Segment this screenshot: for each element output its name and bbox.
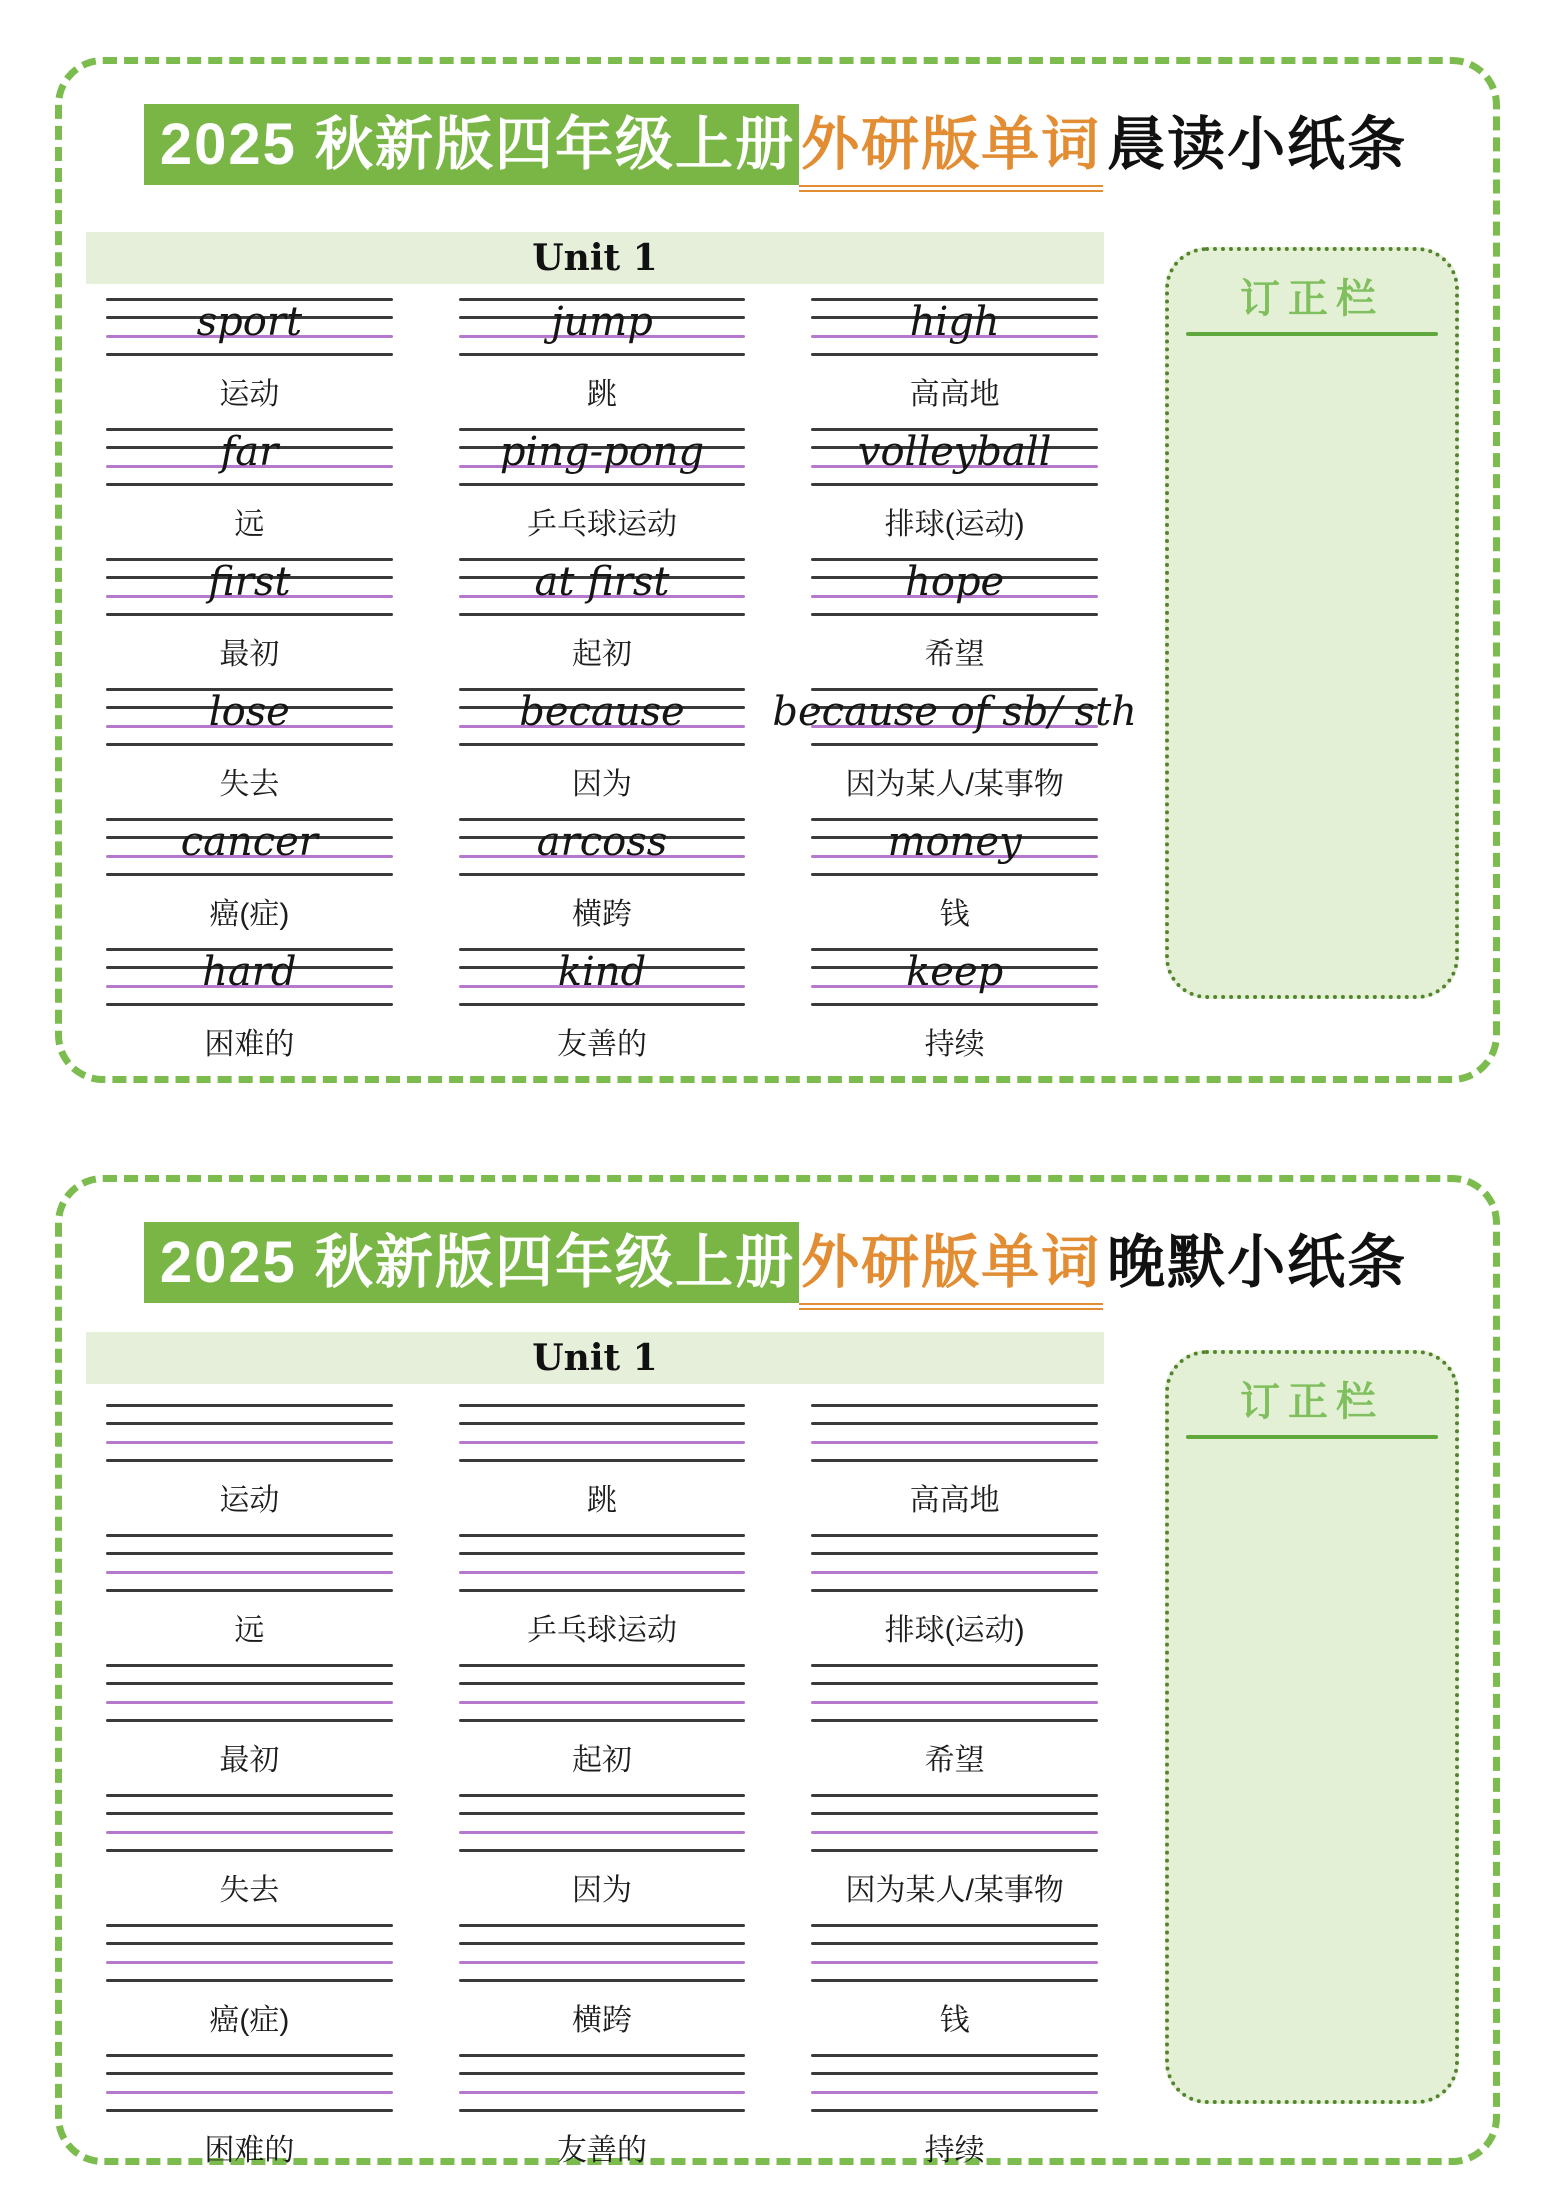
meaning-text: 跳 — [586, 378, 617, 411]
correction-label: 订正栏 — [1240, 1380, 1384, 1424]
title-press-edition: 外研版单词 — [799, 1222, 1103, 1310]
vocab-cell — [106, 298, 393, 428]
vocab-cell — [459, 688, 746, 818]
handwriting-guide — [459, 1794, 746, 1851]
vocab-cell — [459, 428, 746, 558]
meaning-text: 钱 — [939, 2004, 970, 2037]
guide-line — [106, 873, 393, 876]
title-highlight: 2025 秋新版四年级上册 — [144, 104, 799, 185]
handwriting-guide — [459, 948, 746, 1005]
word-text: lose — [208, 689, 290, 735]
guide-line — [811, 613, 1098, 616]
word-text — [106, 1648, 393, 1708]
meaning-text: 远 — [234, 1614, 265, 1647]
meaning-text: 困难的 — [204, 2134, 295, 2167]
guide-line — [811, 483, 1098, 486]
vocab-cell — [106, 688, 393, 818]
meaning-text: 横跨 — [571, 898, 632, 931]
word-text: kind — [557, 949, 647, 995]
meaning-text: 起初 — [571, 1744, 632, 1777]
vocab-cell — [811, 2054, 1098, 2184]
handwriting-guide — [811, 818, 1098, 875]
vocab-cell — [459, 948, 746, 1078]
guide-line — [459, 1459, 746, 1462]
handwriting-guide — [459, 1664, 746, 1721]
meaning-text: 起初 — [571, 638, 632, 671]
guide-line — [811, 1849, 1098, 1852]
word-text — [106, 2038, 393, 2098]
vocab-cell — [459, 1534, 746, 1664]
handwriting-guide — [811, 428, 1098, 485]
correction-underline — [1186, 1435, 1438, 1439]
guide-line — [459, 2109, 746, 2112]
word-text: because — [519, 689, 685, 735]
word-text — [811, 1518, 1098, 1578]
word-text: far — [220, 429, 279, 475]
meaning-text: 最初 — [219, 1744, 280, 1777]
handwriting-guide — [811, 558, 1098, 615]
handwriting-guide — [106, 2054, 393, 2111]
meaning-text: 癌(症) — [209, 898, 290, 931]
guide-line — [811, 873, 1098, 876]
guide-line — [106, 2109, 393, 2112]
guide-line — [459, 1979, 746, 1982]
handwriting-guide — [811, 1534, 1098, 1591]
word-text — [811, 1778, 1098, 1838]
meaning-text: 失去 — [219, 768, 280, 801]
guide-line — [811, 1003, 1098, 1006]
vocab-cell — [772, 688, 1137, 818]
word-text: high — [909, 299, 1000, 345]
handwriting-guide — [459, 1534, 746, 1591]
guide-line — [459, 1589, 746, 1592]
morning-reading-sheet — [55, 57, 1500, 1083]
meaning-text: 因为某人/某事物 — [845, 768, 1064, 801]
sheet-title — [92, 104, 1463, 185]
handwriting-guide — [106, 428, 393, 485]
meaning-text: 乒乓球运动 — [526, 508, 677, 541]
handwriting-guide — [459, 688, 746, 745]
meaning-text: 排球(运动) — [884, 1614, 1025, 1647]
vocab-cell — [811, 1664, 1098, 1794]
title-suffix: 晚默小纸条 — [1107, 1230, 1408, 1295]
vocab-cell — [811, 558, 1098, 688]
vocab-cell — [811, 1794, 1098, 1924]
handwriting-guide — [459, 818, 746, 875]
handwriting-guide — [811, 1794, 1098, 1851]
guide-line — [459, 483, 746, 486]
unit-header — [86, 1332, 1104, 1384]
handwriting-guide — [459, 558, 746, 615]
word-text: cancer — [180, 819, 318, 865]
meaning-text: 运动 — [219, 1484, 280, 1517]
sheet-title — [92, 1222, 1463, 1303]
word-text: sport — [196, 299, 303, 345]
guide-line — [811, 2109, 1098, 2112]
evening-dictation-sheet — [55, 1175, 1500, 2165]
meaning-text: 因为某人/某事物 — [845, 1874, 1064, 1907]
vocab-cell — [811, 948, 1098, 1078]
meaning-text: 高高地 — [909, 378, 1000, 411]
guide-line — [459, 1849, 746, 1852]
vocab-cell — [459, 1924, 746, 2054]
guide-line — [106, 1979, 393, 1982]
vocab-cell — [106, 948, 393, 1078]
guide-line — [459, 353, 746, 356]
meaning-text: 乒乓球运动 — [526, 1614, 677, 1647]
word-text: jump — [551, 299, 653, 345]
guide-line — [106, 1589, 393, 1592]
word-text: ping-pong — [499, 429, 705, 475]
handwriting-guide — [811, 948, 1098, 1005]
unit-label: Unit 1 — [532, 237, 658, 279]
word-text — [106, 1778, 393, 1838]
vocab-cell — [106, 558, 393, 688]
handwriting-guide — [106, 558, 393, 615]
word-text: keep — [906, 949, 1004, 995]
word-text — [106, 1908, 393, 1968]
title-press-edition: 外研版单词 — [799, 104, 1103, 192]
meaning-text: 友善的 — [556, 2134, 647, 2167]
handwriting-guide — [459, 1924, 746, 1981]
vocab-cell — [106, 1794, 393, 1924]
vocab-cell — [811, 1404, 1098, 1534]
meaning-text: 希望 — [924, 1744, 985, 1777]
word-text — [811, 1908, 1098, 1968]
handwriting-guide — [106, 298, 393, 355]
vocab-cell — [459, 2054, 746, 2184]
guide-line — [459, 1719, 746, 1722]
word-text — [459, 1388, 746, 1448]
vocab-cell — [106, 1664, 393, 1794]
handwriting-guide — [106, 688, 393, 745]
vocab-cell — [106, 1534, 393, 1664]
handwriting-guide — [106, 1794, 393, 1851]
word-text — [106, 1388, 393, 1448]
guide-line — [106, 743, 393, 746]
guide-line — [106, 1719, 393, 1722]
correction-underline — [1186, 332, 1438, 336]
handwriting-guide — [106, 1664, 393, 1721]
vocab-cell — [811, 1534, 1098, 1664]
handwriting-guide — [106, 1404, 393, 1461]
meaning-text: 困难的 — [204, 1028, 295, 1061]
handwriting-guide — [811, 2054, 1098, 2111]
word-text: arcoss — [536, 819, 668, 865]
word-text: money — [887, 819, 1022, 865]
guide-line — [811, 1719, 1098, 1722]
word-text — [106, 1518, 393, 1578]
handwriting-guide — [106, 1534, 393, 1591]
vocab-cell — [459, 818, 746, 948]
title-highlight: 2025 秋新版四年级上册 — [144, 1222, 799, 1303]
meaning-text: 跳 — [586, 1484, 617, 1517]
meaning-text: 失去 — [219, 1874, 280, 1907]
guide-line — [459, 1003, 746, 1006]
word-text: hard — [202, 949, 297, 995]
word-text: hope — [905, 559, 1005, 605]
vocab-cell — [811, 818, 1098, 948]
vocab-cell — [459, 1664, 746, 1794]
meaning-text: 横跨 — [571, 2004, 632, 2037]
unit-header — [86, 232, 1104, 284]
vocab-cell — [459, 1404, 746, 1534]
handwriting-guide — [811, 1924, 1098, 1981]
meaning-text: 高高地 — [909, 1484, 1000, 1517]
guide-line — [811, 1979, 1098, 1982]
word-text: volleyball — [857, 429, 1052, 475]
word-text — [459, 2038, 746, 2098]
guide-line — [106, 613, 393, 616]
handwriting-guide — [811, 1404, 1098, 1461]
guide-line — [811, 1589, 1098, 1592]
vocab-cell — [459, 1794, 746, 1924]
vocab-cell — [106, 2054, 393, 2184]
meaning-text: 持续 — [924, 1028, 985, 1061]
guide-line — [811, 743, 1098, 746]
vocab-cell — [106, 1924, 393, 2054]
word-text — [811, 2038, 1098, 2098]
meaning-text: 运动 — [219, 378, 280, 411]
handwriting-guide — [106, 818, 393, 875]
guide-line — [811, 353, 1098, 356]
vocab-grid — [106, 1404, 1098, 2184]
vocab-grid — [106, 298, 1137, 1078]
correction-box — [1165, 1350, 1459, 2104]
vocab-cell — [459, 298, 746, 428]
vocab-cell — [811, 1924, 1098, 2054]
guide-line — [106, 353, 393, 356]
meaning-text: 希望 — [924, 638, 985, 671]
meaning-text: 钱 — [939, 898, 970, 931]
vocab-cell — [811, 298, 1098, 428]
word-text: because of sb/ sth — [772, 689, 1137, 735]
word-text — [459, 1908, 746, 1968]
word-text — [459, 1648, 746, 1708]
meaning-text: 最初 — [219, 638, 280, 671]
handwriting-guide — [106, 1924, 393, 1981]
guide-line — [459, 743, 746, 746]
meaning-text: 癌(症) — [209, 2004, 290, 2037]
guide-line — [106, 483, 393, 486]
correction-box — [1165, 247, 1459, 999]
meaning-text: 排球(运动) — [884, 508, 1025, 541]
guide-line — [459, 873, 746, 876]
vocab-cell — [106, 1404, 393, 1534]
word-text: at first — [534, 559, 670, 605]
meaning-text: 因为 — [571, 1874, 632, 1907]
correction-label: 订正栏 — [1240, 277, 1384, 321]
guide-line — [106, 1849, 393, 1852]
word-text — [459, 1778, 746, 1838]
guide-line — [106, 1459, 393, 1462]
handwriting-guide — [459, 428, 746, 485]
guide-line — [811, 1459, 1098, 1462]
handwriting-guide — [106, 948, 393, 1005]
guide-line — [459, 613, 746, 616]
word-text — [811, 1648, 1098, 1708]
word-text — [811, 1388, 1098, 1448]
title-suffix: 晨读小纸条 — [1107, 112, 1408, 177]
word-text — [459, 1518, 746, 1578]
unit-label: Unit 1 — [532, 1337, 658, 1379]
vocab-cell — [811, 428, 1098, 558]
word-text: first — [208, 559, 291, 605]
handwriting-guide — [772, 688, 1137, 745]
meaning-text: 因为 — [571, 768, 632, 801]
meaning-text: 持续 — [924, 2134, 985, 2167]
handwriting-guide — [459, 298, 746, 355]
handwriting-guide — [811, 1664, 1098, 1721]
meaning-text: 远 — [234, 508, 265, 541]
handwriting-guide — [459, 2054, 746, 2111]
guide-line — [106, 1003, 393, 1006]
vocab-cell — [106, 818, 393, 948]
meaning-text: 友善的 — [556, 1028, 647, 1061]
handwriting-guide — [459, 1404, 746, 1461]
handwriting-guide — [811, 298, 1098, 355]
vocab-cell — [106, 428, 393, 558]
vocab-cell — [459, 558, 746, 688]
